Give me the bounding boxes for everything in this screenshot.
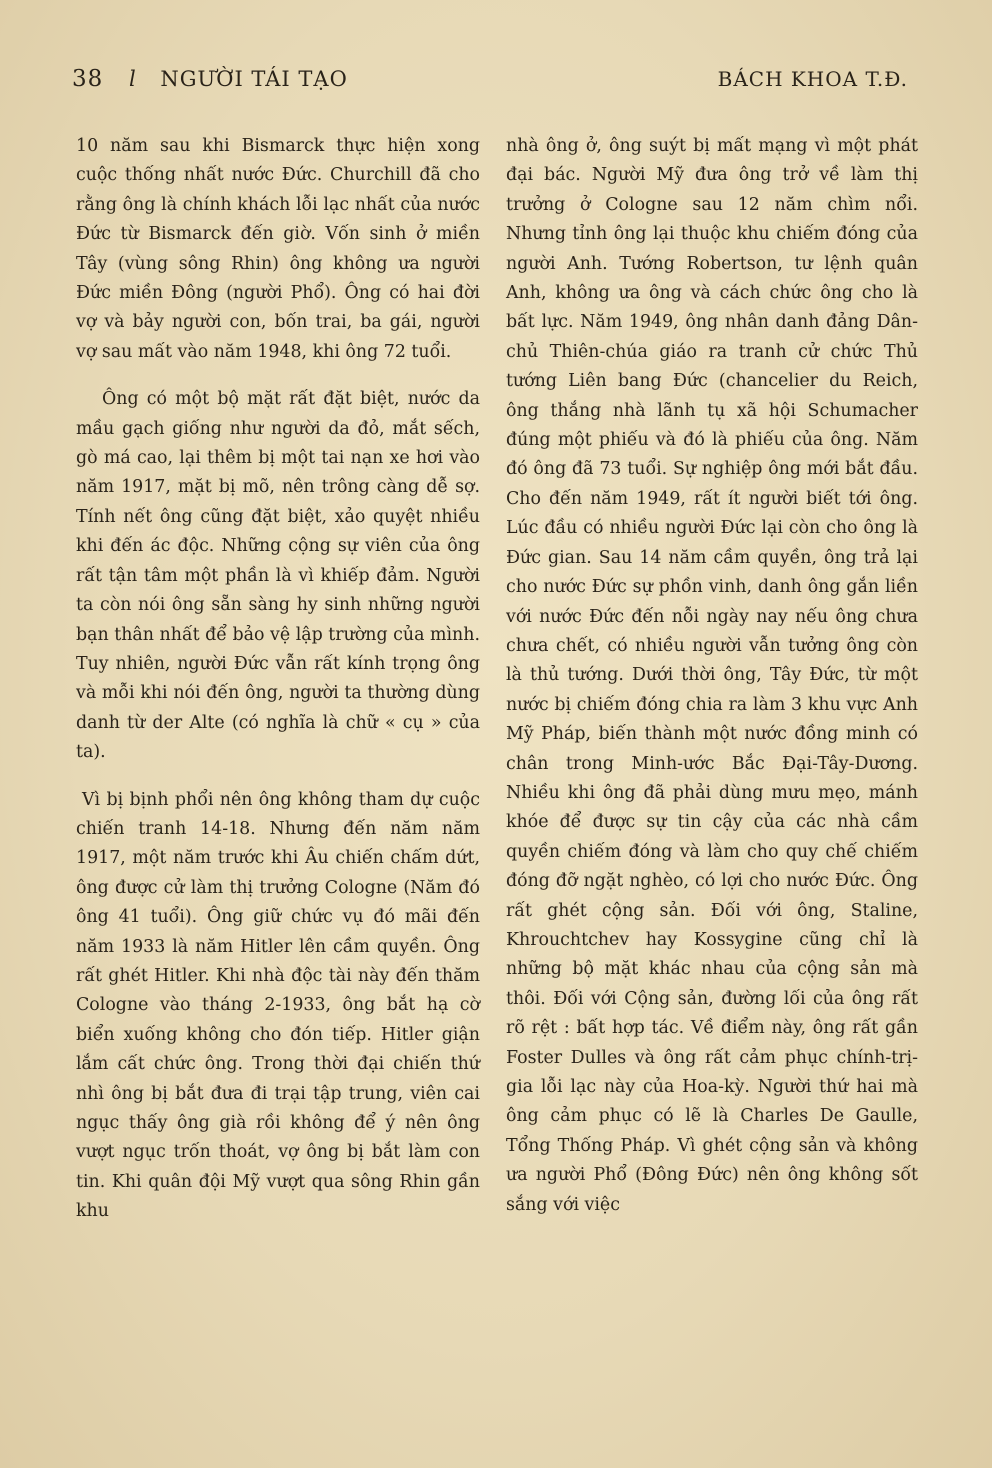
page-number: 38: [72, 66, 104, 92]
left-paragraph-2: Ông có một bộ mặt rất đặt biệt, nước da mầu gạch giống như người da đỏ, mắt sếch, gò má cao, lại thêm bị một tai nạn xe hơi vào năm 1917, mặt bị mõ, nên trông càng dễ sợ. Tính nết ông cũng đặt biệt, xảo quyệt nhiều khi đến ác độc. Những cộng sự viên của ông rất tận tâm một phần là vì khiếp đảm. Người ta còn nói ông sẵn sàng hy sinh những người bạn thân nhất để bảo vệ lập trường của mình. Tuy nhiên, người Đức vẫn rất kính trọng ông và mỗi khi nói đến ông, người ta thường dùng danh từ der Alte (có nghĩa là chữ « cụ » của ta).: [76, 389, 480, 763]
section-title: NGƯỜI TÁI TẠO: [160, 67, 348, 91]
left-paragraph-1: 10 năm sau khi Bismarck thực hiện xong cuộc thống nhất nước Đức. Churchill đã cho rằng ông là chính khách lỗi lạc nhất của nước Đức từ Bismarck đến giờ. Vốn sinh ở miền Tây (vùng sông Rhin) ông không ưa người Đức miền Đông (người Phổ). Ông có hai đời vợ và bảy người con, bốn trai, ba gái, người vợ sau mất vào năm 1948, khi ông 72 tuổi.: [76, 136, 480, 362]
page-header: [72, 66, 908, 92]
left-column: [76, 132, 480, 1227]
right-column: [506, 132, 918, 1220]
header-separator: l: [128, 67, 137, 91]
right-paragraph-1: nhà ông ở, ông suýt bị mất mạng vì một phát đại bác. Người Mỹ đưa ông trở về làm thị trưởng ở Cologne sau 12 năm chìm nổi. Nhưng tỉnh ông lại thuộc khu chiếm đóng của người Anh. Tướng Robertson, tư lệnh quân Anh, không ưa ông và cách chức ông cho là bất lực. Năm 1949, ông nhân danh đảng Dân-chủ Thiên-chúa giáo ra tranh cử chức Thủ tướng Liên bang Đức (chancelier du Reich, ông thắng nhà lãnh tụ xã hội Schumacher đúng một phiếu và đó là phiếu của ông. Năm đó ông đã 73 tuổi. Sự nghiệp ông mới bắt đầu. Cho đến năm 1949, rất ít người biết tới ông. Lúc đầu có nhiều người Đức lại còn cho ông là Đức gian. Sau 14 năm cầm quyền, ông trả lại cho nước Đức sự phồn vinh, danh ông gắn liền với nước Đức đến nỗi ngày nay nếu ông chưa chưa chết, có nhiều người vẫn tưởng ông còn là thủ tướng. Dưới thời ông, Tây Đức, từ một nước bị chiếm đóng chia ra làm 3 khu vực Anh Mỹ Pháp, biến thành một nước đồng minh có chân trong Minh-ước Bắc Đại-Tây-Dương. Nhiều khi ông đã phải dùng mưu mẹo, mánh khóe để được sự tin cậy của các nhà cầm quyền chiếm đóng và làm cho quy chế chiếm đóng đỡ ngặt nghèo, có lợi cho nước Đức. Ông rất ghét cộng sản. Đối với ông, Staline, Khrouchtchev hay Kossygine cũng chỉ là những bộ mặt khác nhau của cộng sản mà thôi. Đối với Cộng sản, đường lối của ông rất rõ rệt : bất hợp tác. Về điểm này, ông rất gần Foster Dulles và ông rất cảm phục chính-trị-gia lỗi lạc này của Hoa-kỳ. Người thứ hai mà ông cảm phục có lẽ là Charles De Gaulle, Tổng Thống Pháp. Vì ghét cộng sản và không ưa người Phổ (Đông Đức) nên ông không sốt sắng với việc: [506, 136, 918, 1215]
header-left: [72, 66, 348, 92]
left-paragraph-3: Vì bị bịnh phổi nên ông không tham dự cuộc chiến tranh 14-18. Nhưng đến năm năm 1917, một năm trước khi Âu chiến chấm dứt, ông được cử làm thị trưởng Cologne (Năm đó ông 41 tuổi). Ông giữ chức vụ đó mãi đến năm 1933 là năm Hitler lên cầm quyền. Ông rất ghét Hitler. Khi nhà độc tài này đến thăm Cologne vào tháng 2-1933, ông bắt hạ cờ biển xuống không cho đón tiếp. Hitler giận lắm cất chức ông. Trong thời đại chiến thứ nhì ông bị bắt đưa đi trại tập trung, viên cai ngục thấy ông già rồi không để ý nên ông vượt ngục trốn thoát, vợ ông bị bắt làm con tin. Khi quân đội Mỹ vượt qua sông Rhin gần khu: [76, 789, 480, 1222]
magazine-title: BÁCH KHOA T.Đ.: [717, 67, 908, 91]
